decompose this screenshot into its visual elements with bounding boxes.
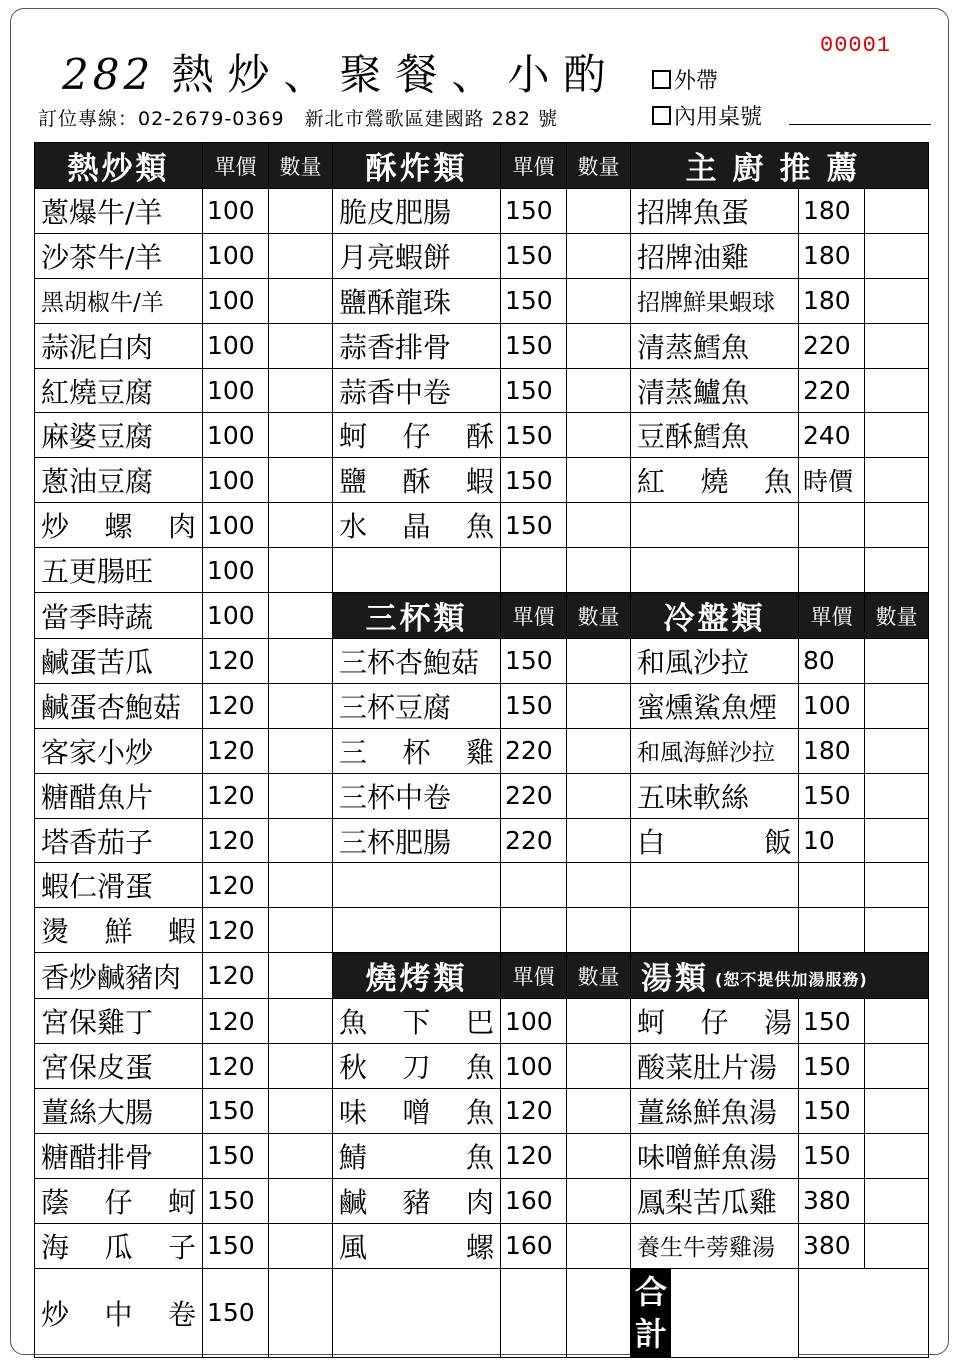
blank-cell [333, 548, 501, 593]
menu-item-price: 150 [799, 999, 865, 1044]
menu-item-name: 蜜燻鯊魚煙 [631, 683, 799, 728]
brand-number: 282 [62, 50, 155, 99]
grid-row [35, 503, 929, 548]
quantity-cell[interactable] [567, 773, 631, 818]
menu-item-name: 蔥爆牛/羊 [35, 189, 203, 234]
quantity-cell[interactable] [567, 503, 631, 548]
menu-item-name: 豆酥鱈魚 [631, 413, 799, 458]
grid-row [35, 1044, 929, 1089]
menu-item-name: 和風沙拉 [631, 639, 799, 684]
menu-item-price: 120 [203, 953, 269, 999]
menu-item-name: 炒螺肉 [35, 503, 203, 548]
quantity-cell[interactable] [865, 278, 929, 323]
column-header-qty: 數量 [269, 143, 333, 189]
menu-item-name: 薑絲鮮魚湯 [631, 1089, 799, 1134]
menu-item-price: 150 [799, 1089, 865, 1134]
quantity-cell[interactable] [269, 728, 333, 773]
grid-row [35, 999, 929, 1044]
menu-item-price: 100 [203, 548, 269, 593]
column-header-price: 單價 [203, 143, 269, 189]
grid-row [35, 1178, 929, 1223]
menu-item-price: 10 [799, 818, 865, 863]
total-amount-field[interactable] [799, 1268, 929, 1357]
menu-item-name: 鹹豬肉 [333, 1178, 501, 1223]
soup-title: 湯類 [641, 961, 709, 998]
menu-item-name: 三杯肥腸 [333, 818, 501, 863]
blank-cell [799, 503, 865, 548]
menu-item-price: 150 [203, 1178, 269, 1223]
table-number-field[interactable] [789, 124, 931, 125]
menu-item-name: 水晶魚 [333, 503, 501, 548]
grid-row [35, 323, 929, 368]
menu-item-price: 時價 [799, 458, 865, 503]
menu-item-price: 150 [501, 368, 567, 413]
column-header-price: 單價 [501, 143, 567, 189]
menu-item-price: 120 [501, 1089, 567, 1134]
quantity-cell[interactable] [567, 908, 631, 953]
menu-item-price: 100 [203, 278, 269, 323]
quantity-cell[interactable] [269, 368, 333, 413]
blank-cell [799, 548, 865, 593]
grid-row [35, 1133, 929, 1178]
menu-item-price: 120 [203, 999, 269, 1044]
menu-item-price: 150 [203, 1133, 269, 1178]
menu-item-name: 蚵仔酥 [333, 413, 501, 458]
grid-row [35, 728, 929, 773]
menu-item-name: 薑絲大腸 [35, 1089, 203, 1134]
quantity-cell[interactable] [865, 999, 929, 1044]
quantity-cell[interactable] [269, 233, 333, 278]
quantity-cell[interactable] [269, 863, 333, 908]
menu-item-name: 酸菜肚片湯 [631, 1044, 799, 1089]
menu-item-price: 150 [501, 323, 567, 368]
quantity-cell[interactable] [269, 503, 333, 548]
menu-item-name: 魚下巴 [333, 999, 501, 1044]
quantity-cell[interactable] [269, 1268, 333, 1357]
grid-row [35, 143, 929, 189]
menu-item-price: 220 [501, 773, 567, 818]
menu-item-price: 120 [203, 818, 269, 863]
grid-row [35, 818, 929, 863]
section-header-stirfry: 熱炒類 [35, 143, 203, 189]
quantity-cell[interactable] [865, 323, 929, 368]
quantity-cell[interactable] [567, 278, 631, 323]
column-header-price: 單價 [501, 593, 567, 639]
menu-item-name: 紅燒魚 [631, 458, 799, 503]
menu-item-name: 秋刀魚 [333, 1044, 501, 1089]
grid-row [35, 548, 929, 593]
menu-item-name: 蚵仔湯 [631, 999, 799, 1044]
menu-item-name: 味噌鮮魚湯 [631, 1133, 799, 1178]
quantity-cell[interactable] [865, 413, 929, 458]
quantity-cell[interactable] [865, 458, 929, 503]
menu-item-price: 80 [799, 639, 865, 684]
quantity-cell[interactable] [865, 1044, 929, 1089]
brand-slogan: 熱炒、聚餐、小酌 [171, 50, 620, 99]
menu-item-name: 鹽酥龍珠 [333, 278, 501, 323]
blank-cell [501, 1268, 567, 1357]
menu-item-price: 150 [501, 458, 567, 503]
section-header-fried: 酥炸類 [333, 143, 501, 189]
grid-row [35, 953, 929, 999]
menu-item-price: 160 [501, 1178, 567, 1223]
menu-item-price: 120 [203, 1044, 269, 1089]
blank-cell [333, 863, 501, 908]
quantity-cell[interactable] [269, 1089, 333, 1134]
quantity-cell[interactable] [567, 1178, 631, 1223]
menu-item-name: 五更腸旺 [35, 548, 203, 593]
menu-item-price: 120 [203, 683, 269, 728]
menu-item-name: 蔥油豆腐 [35, 458, 203, 503]
quantity-cell[interactable] [269, 773, 333, 818]
quantity-cell[interactable] [567, 189, 631, 234]
menu-item-price: 150 [799, 773, 865, 818]
menu-item-price: 220 [799, 323, 865, 368]
menu-item-price: 100 [203, 233, 269, 278]
quantity-cell[interactable] [567, 1044, 631, 1089]
blank-cell [631, 548, 799, 593]
section-header-grill: 燒烤類 [333, 953, 501, 999]
menu-item-price: 100 [203, 503, 269, 548]
grid-row [35, 863, 929, 908]
menu-item-price: 380 [799, 1178, 865, 1223]
grid-row [35, 1223, 929, 1268]
blank-cell [631, 908, 799, 953]
menu-item-name: 塔香茄子 [35, 818, 203, 863]
blank-cell [501, 908, 567, 953]
grid-row [35, 189, 929, 234]
menu-item-price: 150 [799, 1044, 865, 1089]
grid-row [35, 593, 929, 639]
column-header-qty: 數量 [567, 143, 631, 189]
quantity-cell[interactable] [865, 548, 929, 593]
column-header-qty: 數量 [567, 593, 631, 639]
section-header-chef: 主廚推薦 [631, 143, 929, 189]
menu-item-price: 180 [799, 728, 865, 773]
quantity-cell[interactable] [865, 728, 929, 773]
grid-row [35, 773, 929, 818]
quantity-cell[interactable] [269, 1223, 333, 1268]
section-header-cold: 冷盤類 [631, 593, 799, 639]
grid-row [35, 458, 929, 503]
menu-item-name: 和風海鮮沙拉 [631, 728, 799, 773]
quantity-cell[interactable] [567, 413, 631, 458]
menu-item-price: 150 [203, 1223, 269, 1268]
menu-item-name: 蒜香中卷 [333, 368, 501, 413]
menu-item-price: 180 [799, 233, 865, 278]
serial-number: 00001 [820, 33, 892, 58]
menu-item-price: 150 [203, 1268, 269, 1357]
quantity-cell[interactable] [567, 728, 631, 773]
grid-row [35, 233, 929, 278]
grid-row [35, 683, 929, 728]
menu-item-price: 220 [501, 728, 567, 773]
menu-item-price: 150 [501, 413, 567, 458]
menu-item-price: 150 [501, 639, 567, 684]
menu-item-price: 100 [501, 1044, 567, 1089]
dinein-checkbox[interactable] [652, 100, 762, 131]
column-header-qty: 數量 [567, 953, 631, 999]
grid-row [35, 1268, 929, 1357]
menu-item-name: 養生牛蒡雞湯 [631, 1223, 799, 1268]
menu-item-name: 蔭仔蚵 [35, 1178, 203, 1223]
quantity-cell[interactable] [567, 863, 631, 908]
menu-item-name: 味噌魚 [333, 1089, 501, 1134]
quantity-cell[interactable] [567, 233, 631, 278]
quantity-cell[interactable] [865, 773, 929, 818]
blank-cell [501, 548, 567, 593]
menu-item-name: 當季時蔬 [35, 593, 203, 639]
menu-grid [34, 142, 929, 1358]
quantity-cell[interactable] [567, 1089, 631, 1134]
menu-item-price: 120 [203, 908, 269, 953]
menu-item-name: 蒜泥白肉 [35, 323, 203, 368]
checkbox-square-icon [652, 106, 671, 125]
menu-item-price: 100 [203, 189, 269, 234]
menu-item-name: 海瓜子 [35, 1223, 203, 1268]
menu-item-price: 120 [203, 863, 269, 908]
total-label-block [631, 1269, 671, 1357]
quantity-cell[interactable] [269, 323, 333, 368]
menu-item-price: 240 [799, 413, 865, 458]
menu-item-price: 100 [203, 368, 269, 413]
section-header-sanbei: 三杯類 [333, 593, 501, 639]
menu-item-name: 招牌魚蛋 [631, 189, 799, 234]
takeout-label: 外帶 [674, 69, 719, 94]
quantity-cell[interactable] [269, 458, 333, 503]
menu-item-name: 黑胡椒牛/羊 [35, 278, 203, 323]
quantity-cell[interactable] [269, 953, 333, 999]
quantity-cell[interactable] [567, 458, 631, 503]
menu-item-name: 蝦仁滑蛋 [35, 863, 203, 908]
menu-item-name: 麻婆豆腐 [35, 413, 203, 458]
grid-row [35, 278, 929, 323]
menu-item-name: 三杯中卷 [333, 773, 501, 818]
blank-cell [799, 908, 865, 953]
menu-item-price: 100 [203, 413, 269, 458]
column-header-price: 單價 [799, 593, 865, 639]
quantity-cell[interactable] [269, 999, 333, 1044]
column-header-price: 單價 [501, 953, 567, 999]
menu-item-name: 燙鮮蝦 [35, 908, 203, 953]
total-char: 計 [634, 1314, 667, 1353]
menu-item-name: 鹽酥蝦 [333, 458, 501, 503]
grid-row [35, 368, 929, 413]
quantity-cell[interactable] [865, 189, 929, 234]
menu-item-name: 清蒸鱈魚 [631, 323, 799, 368]
menu-item-price: 160 [501, 1223, 567, 1268]
quantity-cell[interactable] [269, 1178, 333, 1223]
blank-cell [799, 863, 865, 908]
menu-item-price: 150 [501, 189, 567, 234]
menu-item-name: 客家小炒 [35, 728, 203, 773]
soup-note: (恕不提供加湯服務) [715, 970, 868, 990]
menu-item-name: 招牌油雞 [631, 233, 799, 278]
menu-item-name: 香炒鹹豬肉 [35, 953, 203, 999]
quantity-cell[interactable] [269, 548, 333, 593]
quantity-cell[interactable] [567, 818, 631, 863]
quantity-cell[interactable] [269, 683, 333, 728]
total-label [631, 1268, 799, 1357]
menu-item-name: 脆皮肥腸 [333, 189, 501, 234]
menu-item-name: 三杯雞 [333, 728, 501, 773]
blank-cell [631, 503, 799, 548]
menu-item-name: 五味軟絲 [631, 773, 799, 818]
menu-item-name: 白飯 [631, 818, 799, 863]
grid-row [35, 908, 929, 953]
grid-row [35, 639, 929, 684]
menu-item-price: 150 [501, 503, 567, 548]
quantity-cell[interactable] [269, 908, 333, 953]
menu-item-name: 三杯杏鮑菇 [333, 639, 501, 684]
quantity-cell[interactable] [567, 323, 631, 368]
quantity-cell[interactable] [865, 1089, 929, 1134]
menu-item-price: 150 [203, 1089, 269, 1134]
menu-item-name: 宮保雞丁 [35, 999, 203, 1044]
quantity-cell[interactable] [269, 278, 333, 323]
menu-item-name: 鯖魚 [333, 1133, 501, 1178]
menu-item-price: 150 [799, 1133, 865, 1178]
menu-item-name: 風螺 [333, 1223, 501, 1268]
quantity-cell[interactable] [865, 863, 929, 908]
menu-item-price: 100 [203, 323, 269, 368]
quantity-cell[interactable] [567, 368, 631, 413]
quantity-cell[interactable] [269, 1044, 333, 1089]
quantity-cell[interactable] [269, 639, 333, 684]
total-char: 合 [634, 1272, 667, 1311]
blank-cell [333, 1268, 501, 1357]
menu-item-name: 鹹蛋苦瓜 [35, 639, 203, 684]
menu-item-name: 鳳梨苦瓜雞 [631, 1178, 799, 1223]
quantity-cell[interactable] [567, 683, 631, 728]
restaurant-brand [62, 42, 620, 102]
menu-item-price: 100 [501, 999, 567, 1044]
menu-item-name: 清蒸鱸魚 [631, 368, 799, 413]
quantity-cell[interactable] [865, 1223, 929, 1268]
blank-cell [631, 863, 799, 908]
dinein-label: 內用桌號 [674, 105, 763, 130]
quantity-cell[interactable] [865, 503, 929, 548]
section-header-soup [631, 953, 929, 999]
quantity-cell[interactable] [269, 413, 333, 458]
menu-item-price: 150 [501, 278, 567, 323]
menu-item-price: 100 [203, 593, 269, 639]
menu-item-price: 380 [799, 1223, 865, 1268]
quantity-cell[interactable] [567, 1268, 631, 1357]
menu-item-name: 蒜香排骨 [333, 323, 501, 368]
blank-cell [333, 908, 501, 953]
menu-item-name: 糖醋魚片 [35, 773, 203, 818]
menu-item-name: 三杯豆腐 [333, 683, 501, 728]
quantity-cell[interactable] [269, 189, 333, 234]
menu-item-price: 150 [501, 233, 567, 278]
quantity-cell[interactable] [567, 1223, 631, 1268]
menu-item-price: 120 [203, 728, 269, 773]
quantity-cell[interactable] [567, 548, 631, 593]
quantity-cell[interactable] [865, 1178, 929, 1223]
menu-item-price: 120 [203, 639, 269, 684]
menu-item-price: 120 [501, 1133, 567, 1178]
menu-item-price: 220 [799, 368, 865, 413]
quantity-cell[interactable] [865, 368, 929, 413]
takeout-checkbox[interactable] [652, 64, 718, 95]
quantity-cell[interactable] [269, 593, 333, 639]
menu-item-name: 沙茶牛/羊 [35, 233, 203, 278]
menu-item-name: 招牌鮮果蝦球 [631, 278, 799, 323]
quantity-cell[interactable] [865, 1133, 929, 1178]
menu-item-name: 紅燒豆腐 [35, 368, 203, 413]
menu-item-name: 糖醋排骨 [35, 1133, 203, 1178]
menu-item-price: 220 [501, 818, 567, 863]
quantity-cell[interactable] [865, 639, 929, 684]
quantity-cell[interactable] [269, 818, 333, 863]
menu-item-price: 180 [799, 278, 865, 323]
quantity-cell[interactable] [865, 908, 929, 953]
quantity-cell[interactable] [865, 818, 929, 863]
menu-item-price: 100 [203, 458, 269, 503]
quantity-cell[interactable] [567, 999, 631, 1044]
quantity-cell[interactable] [567, 1133, 631, 1178]
grid-row [35, 1089, 929, 1134]
quantity-cell[interactable] [865, 683, 929, 728]
column-header-qty: 數量 [865, 593, 929, 639]
menu-item-price: 120 [203, 773, 269, 818]
menu-item-price: 180 [799, 189, 865, 234]
quantity-cell[interactable] [269, 1133, 333, 1178]
menu-item-price: 150 [501, 683, 567, 728]
quantity-cell[interactable] [865, 233, 929, 278]
blank-cell [501, 863, 567, 908]
contact-info: 訂位專線：02-2679-0369 新北市鶯歌區建國路 282 號 [38, 108, 558, 130]
grid-row [35, 413, 929, 458]
menu-item-name: 炒中卷 [35, 1268, 203, 1357]
menu-item-name: 宮保皮蛋 [35, 1044, 203, 1089]
checkbox-square-icon [652, 70, 671, 89]
menu-item-name: 鹹蛋杏鮑菇 [35, 683, 203, 728]
menu-item-name: 月亮蝦餅 [333, 233, 501, 278]
menu-item-price: 100 [799, 683, 865, 728]
quantity-cell[interactable] [567, 639, 631, 684]
